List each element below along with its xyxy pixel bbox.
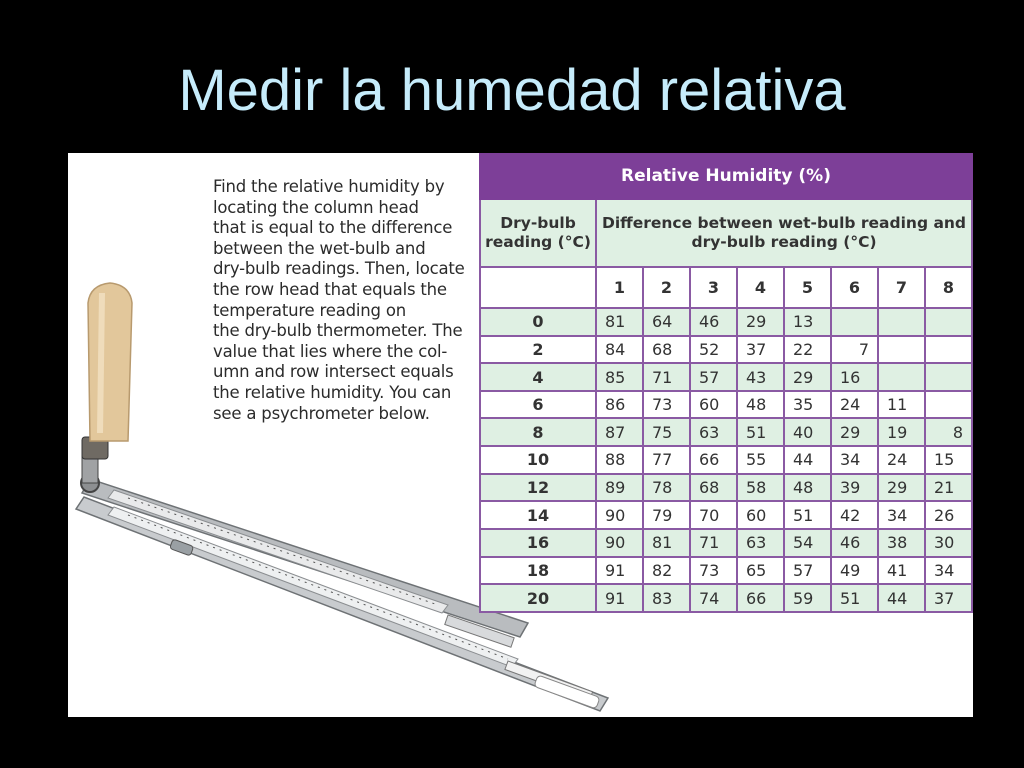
table-cell: 87 xyxy=(596,418,643,446)
table-cell: 37 xyxy=(737,336,784,364)
table-cell: 44 xyxy=(878,584,925,612)
table-cell: 57 xyxy=(784,557,831,585)
table-row xyxy=(480,529,972,557)
table-cell: 38 xyxy=(878,529,925,557)
relative-humidity-table xyxy=(479,153,973,613)
row-label: 4 xyxy=(480,363,596,391)
table-cell: 78 xyxy=(643,474,690,502)
table-cell: 7 xyxy=(831,336,878,364)
table-cell: 65 xyxy=(737,557,784,585)
table-cell: 68 xyxy=(643,336,690,364)
table-row xyxy=(480,446,972,474)
row-label: 18 xyxy=(480,557,596,585)
row-header-label: Dry-bulb reading (°C) xyxy=(480,199,596,267)
table-row xyxy=(480,336,972,364)
table-cell xyxy=(925,391,972,419)
row-label: 14 xyxy=(480,501,596,529)
table-cell xyxy=(831,308,878,336)
table-cell: 74 xyxy=(690,584,737,612)
table-cell: 83 xyxy=(643,584,690,612)
table-row xyxy=(480,391,972,419)
row-label: 0 xyxy=(480,308,596,336)
table-cell: 82 xyxy=(643,557,690,585)
table-cell: 51 xyxy=(737,418,784,446)
table-cell: 55 xyxy=(737,446,784,474)
table-cell: 30 xyxy=(925,529,972,557)
table-cell: 79 xyxy=(643,501,690,529)
table-cell: 29 xyxy=(737,308,784,336)
column-number: 4 xyxy=(737,267,784,308)
table-cell xyxy=(878,308,925,336)
table-cell: 90 xyxy=(596,501,643,529)
table-cell: 73 xyxy=(690,557,737,585)
table-cell xyxy=(925,363,972,391)
table-title: Relative Humidity (%) xyxy=(480,154,972,199)
column-number: 1 xyxy=(596,267,643,308)
table-cell: 19 xyxy=(878,418,925,446)
table-cell: 34 xyxy=(831,446,878,474)
table-cell xyxy=(878,363,925,391)
column-number: 5 xyxy=(784,267,831,308)
table-cell: 64 xyxy=(643,308,690,336)
table-cell: 13 xyxy=(784,308,831,336)
table-cell: 29 xyxy=(831,418,878,446)
table-cell: 49 xyxy=(831,557,878,585)
table-row xyxy=(480,418,972,446)
table-cell: 26 xyxy=(925,501,972,529)
table-cell: 63 xyxy=(737,529,784,557)
table-cell: 15 xyxy=(925,446,972,474)
table-cell: 60 xyxy=(737,501,784,529)
table-cell xyxy=(878,336,925,364)
column-number: 7 xyxy=(878,267,925,308)
table-cell: 73 xyxy=(643,391,690,419)
table-cell: 24 xyxy=(831,391,878,419)
table-cell: 51 xyxy=(831,584,878,612)
table-cell: 34 xyxy=(925,557,972,585)
table-cell xyxy=(925,308,972,336)
row-label: 16 xyxy=(480,529,596,557)
table-cell: 21 xyxy=(925,474,972,502)
table-cell xyxy=(925,336,972,364)
table-cell: 42 xyxy=(831,501,878,529)
table-cell: 86 xyxy=(596,391,643,419)
table-cell: 40 xyxy=(784,418,831,446)
table-cell: 11 xyxy=(878,391,925,419)
table-cell: 46 xyxy=(690,308,737,336)
table-cell: 88 xyxy=(596,446,643,474)
column-header-label: Difference between wet-bulb reading and dry-bulb reading (°C) xyxy=(596,199,972,267)
table-cell: 58 xyxy=(737,474,784,502)
instructions-text: Find the relative humidity by locating the column head that is equal to the difference between the wet-bulb and dry-bulb readings. Then, locate the row head that equals the temperature reading on the dry-bulb thermometer. The value that lies where the col- umn and row intersect equals the relative humidity. You can see a psychrometer below. xyxy=(213,177,465,423)
table-cell: 52 xyxy=(690,336,737,364)
table-cell: 51 xyxy=(784,501,831,529)
table-cell: 29 xyxy=(784,363,831,391)
table-row xyxy=(480,474,972,502)
table-cell: 43 xyxy=(737,363,784,391)
table-cell: 63 xyxy=(690,418,737,446)
row-label: 2 xyxy=(480,336,596,364)
table-cell: 48 xyxy=(784,474,831,502)
table-cell: 35 xyxy=(784,391,831,419)
table-cell: 66 xyxy=(737,584,784,612)
row-label: 6 xyxy=(480,391,596,419)
table-cell: 24 xyxy=(878,446,925,474)
corner-cell xyxy=(480,267,596,308)
table-cell: 41 xyxy=(878,557,925,585)
table-cell: 60 xyxy=(690,391,737,419)
table-cell: 81 xyxy=(596,308,643,336)
row-label: 12 xyxy=(480,474,596,502)
column-number: 6 xyxy=(831,267,878,308)
column-number: 8 xyxy=(925,267,972,308)
slide-title: Medir la humedad relativa xyxy=(178,58,846,123)
table-cell: 77 xyxy=(643,446,690,474)
table-cell: 85 xyxy=(596,363,643,391)
row-label: 10 xyxy=(480,446,596,474)
table-cell: 91 xyxy=(596,584,643,612)
table-row xyxy=(480,557,972,585)
table-body xyxy=(480,308,972,612)
table-cell: 66 xyxy=(690,446,737,474)
table-row xyxy=(480,363,972,391)
table-cell: 16 xyxy=(831,363,878,391)
table-cell: 29 xyxy=(878,474,925,502)
table-cell: 90 xyxy=(596,529,643,557)
table-cell: 71 xyxy=(643,363,690,391)
table-cell: 70 xyxy=(690,501,737,529)
table-row xyxy=(480,308,972,336)
wooden-handle xyxy=(82,283,132,459)
table-cell: 59 xyxy=(784,584,831,612)
table-cell: 39 xyxy=(831,474,878,502)
column-number: 3 xyxy=(690,267,737,308)
table-cell: 89 xyxy=(596,474,643,502)
table-row xyxy=(480,584,972,612)
table-cell: 68 xyxy=(690,474,737,502)
table-row xyxy=(480,501,972,529)
content-panel xyxy=(68,153,973,717)
column-number: 2 xyxy=(643,267,690,308)
table-cell: 71 xyxy=(690,529,737,557)
table-cell: 37 xyxy=(925,584,972,612)
table-cell: 91 xyxy=(596,557,643,585)
table-cell: 46 xyxy=(831,529,878,557)
table-cell: 75 xyxy=(643,418,690,446)
table-cell: 44 xyxy=(784,446,831,474)
table-cell: 54 xyxy=(784,529,831,557)
table-cell: 84 xyxy=(596,336,643,364)
table-cell: 22 xyxy=(784,336,831,364)
table-cell: 34 xyxy=(878,501,925,529)
row-label: 8 xyxy=(480,418,596,446)
table-cell: 81 xyxy=(643,529,690,557)
row-label: 20 xyxy=(480,584,596,612)
table-cell: 8 xyxy=(925,418,972,446)
table-cell: 57 xyxy=(690,363,737,391)
table-cell: 48 xyxy=(737,391,784,419)
